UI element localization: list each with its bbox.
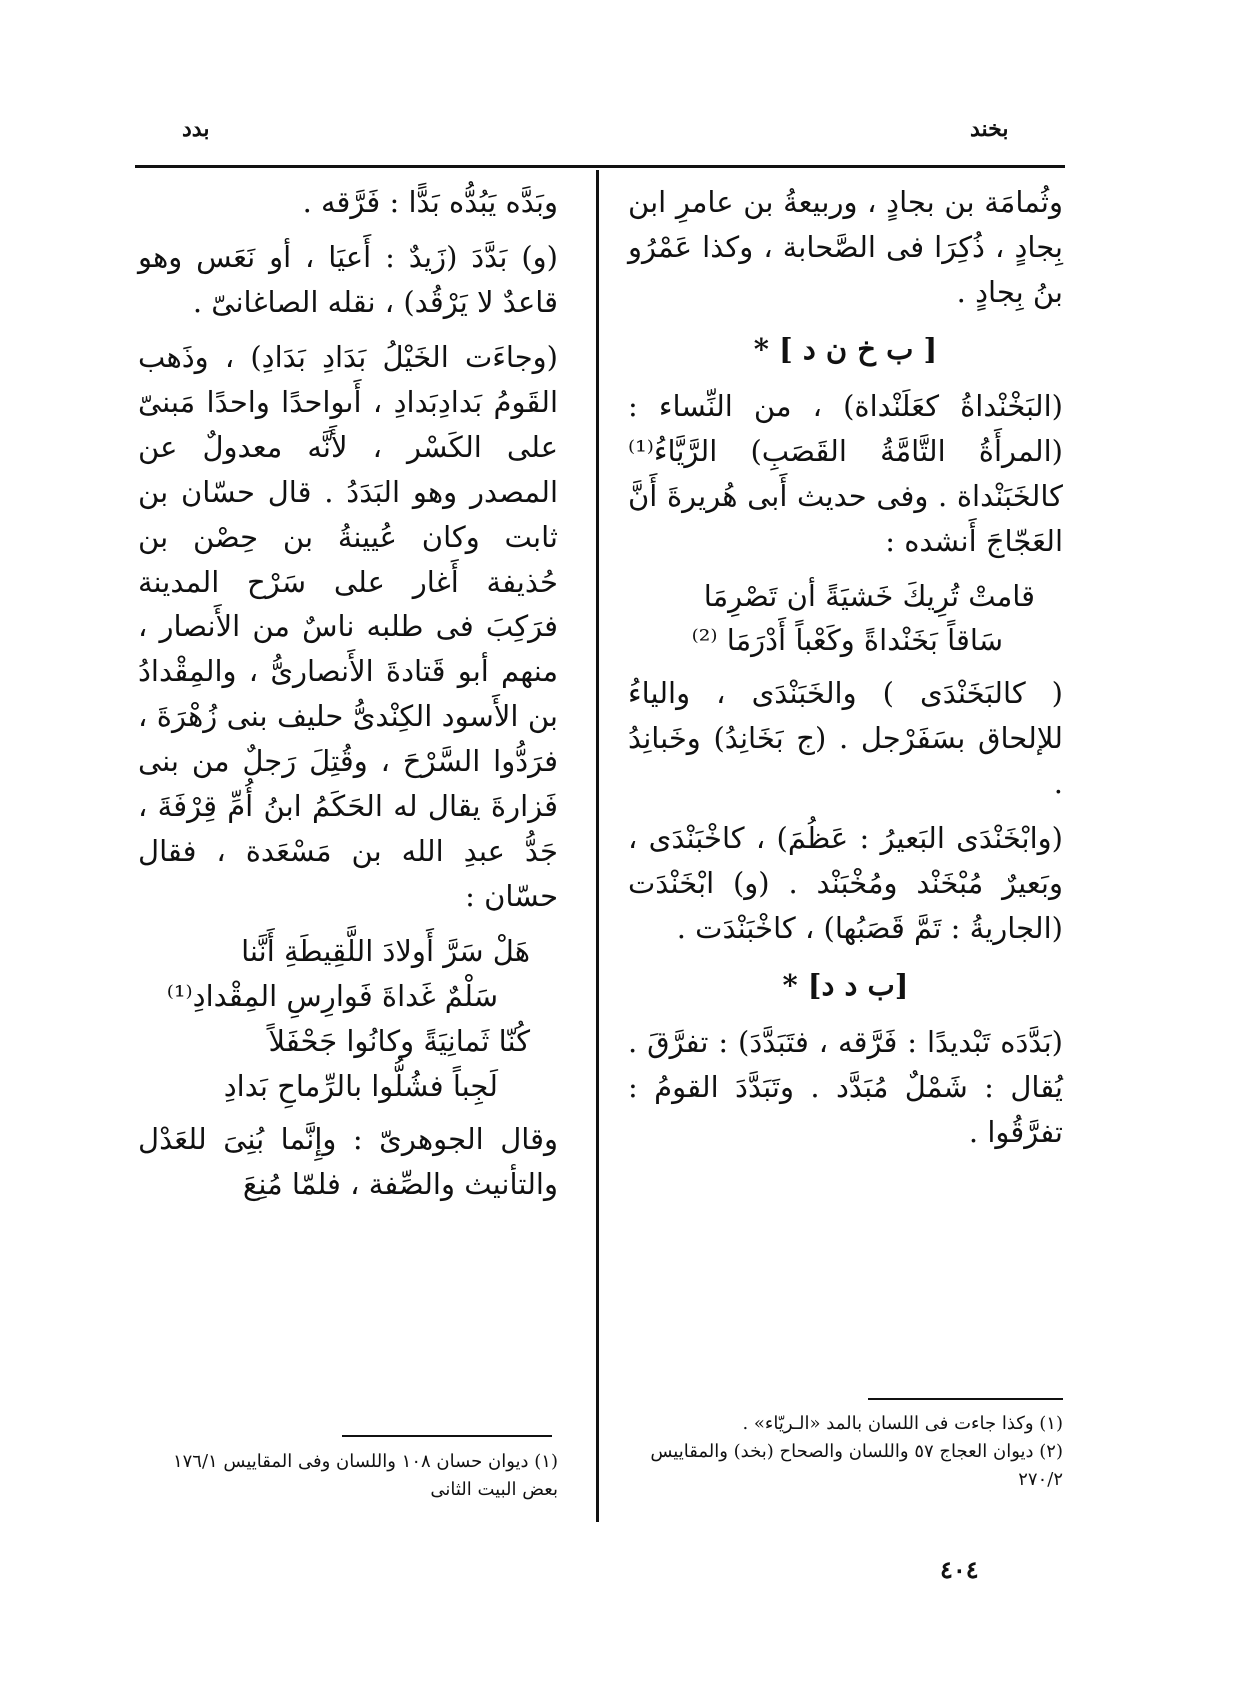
left-column bbox=[138, 180, 558, 1217]
verse-line: قامتْ تُرِيكَ خَشيَةً أن تَصْرِمَا bbox=[703, 578, 1035, 613]
footnotes-right bbox=[628, 1410, 1063, 1494]
paragraph: ( كالبَخَنْدَى ) والخَبَنْدَى ، والياءُ للإلحاق بسَفَرْجل . (ج بَخَانِدُ) وخَبانِدُ . bbox=[628, 676, 1063, 801]
page-number: ٤٠٤ bbox=[940, 1555, 979, 1584]
entry-heading: [ ب خ ن د ] * bbox=[753, 331, 938, 366]
poem-verse bbox=[138, 929, 558, 1109]
verse-line: سَاقاً بَخَنْداةً وكَعْباً أَدْرَمَا ⁽²⁾ bbox=[691, 623, 1003, 658]
verse-line: كُنّا ثَمانِيَةً وكانُوا جَحْفَلاً bbox=[268, 1023, 530, 1058]
right-column bbox=[628, 180, 1063, 1165]
paragraph: (وجاءَت الخَيْلُ بَدَادِ بَدَادِ) ، وذَهب القَومُ بَدادِبَدادِ ، أَىواحدًا واحدًا مَبنىّ على الكَسْر ، لأَنَّه معدولٌ عن المصدر وهو البَدَدُ . قال حسّان بن ثابت وكان عُيينةُ بن حِصْن بن حُذيفة أَغار على سَرْح المدينة فرَكِبَ فى طلبه ناسٌ من الأَنصار ، منهم أبو قَتادةَ الأَنصارىُّ ، والمِقْدادُ بن الأَسود الكِنْدىُّ حليف بنى زُهْرَةَ ، فرَدُّوا السَّرْحَ ، وقُتِلَ رَجلٌ من بنى فَزارةَ يقال له الحَكَمُ ابنُ أُمِّ قِرْفَةَ ، جَدُّ عبدِ الله بن مَسْعَدة ، فقال حسّان : bbox=[138, 339, 558, 914]
footnote: (١) وكذا جاءت فى اللسان بالمد «الـريّاء» . bbox=[742, 1413, 1063, 1434]
footnote: (١) ديوان حسان ١٠٨ واللسان وفى المقاييس ١٧٦/١ بعض البيت الثانى bbox=[172, 1451, 558, 1500]
paragraph: وقال الجوهرىّ : وإِنَّما بُنِىَ للعَدْل والتأنيث والصِّفة ، فلمّا مُنِعَ bbox=[138, 1121, 558, 1201]
poem-verse bbox=[628, 574, 1063, 664]
paragraph: (بَدَّدَه تَبْديدًا : فَرَّقه ، فتَبَدَّدَ) : تفرَّقَ . يُقال : شَمْلٌ مُبَدَّد . وتَبَدَّدَ القومُ : تفرَّقُوا . bbox=[628, 1024, 1063, 1149]
header-entry-left: بدد bbox=[182, 116, 210, 142]
verse-line: سَلْمٌ غَداةَ فَوارِسِ المِقْدادِ⁽¹⁾ bbox=[166, 978, 498, 1013]
entry-heading: [ب د د] * bbox=[782, 968, 909, 1002]
footnote-rule bbox=[342, 1435, 552, 1437]
column-divider bbox=[596, 170, 599, 1522]
footnotes-left bbox=[138, 1448, 558, 1504]
verse-line: هَلْ سَرَّ أَولادَ اللَّقِيطَةِ أَنَّنا bbox=[241, 934, 530, 968]
paragraph: وبَدَّه يَبُدُّه بَدًّا : فَرَّقه . bbox=[302, 185, 558, 219]
footnote-rule bbox=[868, 1398, 1063, 1400]
paragraph: وثُمامَة بن بجادٍ ، وربيعةُ بن عامرِ ابن بِجادٍ ، ذُكِرَا فى الصَّحابة ، وكذا عَمْرُو بنُ بِجادٍ . bbox=[628, 185, 1063, 309]
paragraph: (البَخْنْداةُ كعَلَنْداة) ، من النِّساء : (المرأَةُ التَّامَّةُ القَصَبِ) الرَّيَّاءُ⁽¹⁾ كالخَبَنْداة . وفى حديث أَبى هُريرةَ أَنَّ العَجّاجَ أَنشده : bbox=[628, 388, 1063, 558]
paragraph: (وابْخَنْدَى البَعيرُ : عَظُمَ) ، كاخْبَنْدَى ، وبَعيرٌ مُبْخَنْد ومُخْبَنْد . (و) ابْخَنْدَت (الجاريةُ : تَمَّ قَصَبُها) ، كاخْبَنْدَت . bbox=[628, 821, 1063, 946]
header-entry-right: بخند bbox=[970, 116, 1009, 142]
header-rule bbox=[135, 165, 1065, 168]
verse-line: لَجِباً فشُلُّوا بالرِّماحِ بَدادِ bbox=[223, 1068, 498, 1103]
footnote: (٢) ديوان العجاج ٥٧ واللسان والصحاح (بخد) والمقاييس ٢٧٠/٢ bbox=[650, 1440, 1063, 1490]
paragraph: (و) بَدَّدَ (زَيدٌ : أَعيَا ، أو نَعَس وهو قاعدٌ لا يَرْقُد) ، نقله الصاغانىّ . bbox=[138, 239, 558, 319]
